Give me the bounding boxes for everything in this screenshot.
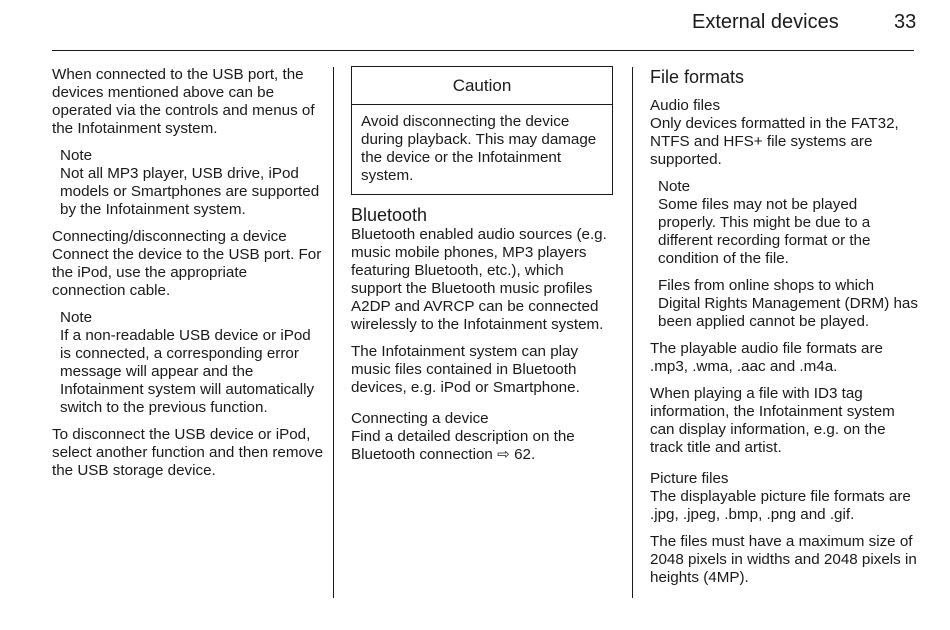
subheading-audio-files: Audio files [650, 97, 721, 114]
note-label: Note [60, 147, 93, 164]
picture-paragraph: The displayable picture file formats are .jpg, .jpeg, .bmp, .png and .gif. [650, 488, 911, 523]
page-number: 33 [894, 11, 917, 33]
connecting-device-text: Find a detailed description on the Bluetooth connection [351, 428, 575, 463]
note-label: Note [658, 178, 691, 195]
note-block [658, 178, 918, 331]
max-size-paragraph: The files must have a maximum size of 2048 pixels in widths and 2048 pixels in heights (4MP). [650, 533, 917, 586]
section-heading-connecting-device: Connecting a device [351, 410, 489, 427]
note-text: Some files may not be played properly. This might be due to a different recording format or the condition of the file. [658, 196, 871, 267]
connecting-device-paragraph [351, 428, 617, 464]
id3-paragraph: When playing a file with ID3 tag information, the Infotainment system can display information, e.g. on the track title and artist. [650, 385, 895, 456]
column-divider-2 [632, 67, 633, 598]
column-middle [351, 66, 617, 464]
caution-text: Avoid disconnecting the device during playback. This may damage the device or the Infotainment system. [361, 113, 597, 184]
bluetooth-paragraph: Bluetooth enabled audio sources (e.g. music mobile phones, MP3 players featuring Bluetooth, etc.), which support the Bluetooth music profiles A2DP and AVRCP can be connected wirelessly to the Infotainment system. [351, 226, 607, 333]
note-label: Note [60, 309, 93, 326]
intro-paragraph: When connected to the USB port, the devices mentioned above can be operated via the controls and menus of the Infotainment system. [52, 66, 315, 137]
column-left [52, 66, 324, 480]
page-reference-link[interactable]: 62. [514, 446, 536, 463]
column-divider-1 [333, 67, 334, 598]
page-reference-arrow-icon: ⇨ [497, 446, 510, 463]
note-text: Not all MP3 player, USB drive, iPod models or Smartphones are supported by the Infotainment system. [60, 165, 320, 218]
caution-box [351, 66, 613, 195]
note-block [60, 309, 324, 417]
section-heading-bluetooth: Bluetooth [351, 205, 428, 225]
caution-title: Caution [352, 67, 612, 105]
bluetooth-paragraph-2: The Infotainment system can play music files contained in Bluetooth devices, e.g. iPod or Smartphone. [351, 343, 580, 396]
playable-formats-paragraph: The playable audio file formats are .mp3, .wma, .aac and .m4a. [650, 340, 884, 375]
audio-paragraph: Only devices formatted in the FAT32, NTFS and HFS+ file systems are supported. [650, 115, 899, 168]
note-text: If a non-readable USB device or iPod is connected, a corresponding error message will appear and the Infotainment system will automatically switch to the previous function. [60, 327, 315, 416]
column-right [650, 66, 918, 587]
note-text-2: Files from online shops to which Digital Rights Management (DRM) has been applied cannot be played. [658, 277, 918, 330]
header-title: External devices [692, 11, 839, 33]
disconnect-paragraph: To disconnect the USB device or iPod, select another function and then remove the USB storage device. [52, 426, 324, 479]
section-heading-connecting: Connecting/disconnecting a device [52, 228, 287, 245]
subheading-picture-files: Picture files [650, 470, 729, 487]
section-heading-file-formats: File formats [650, 67, 745, 87]
header-divider [52, 50, 914, 51]
connecting-paragraph: Connect the device to the USB port. For the iPod, use the appropriate connection cable. [52, 246, 322, 299]
note-block [60, 147, 324, 219]
